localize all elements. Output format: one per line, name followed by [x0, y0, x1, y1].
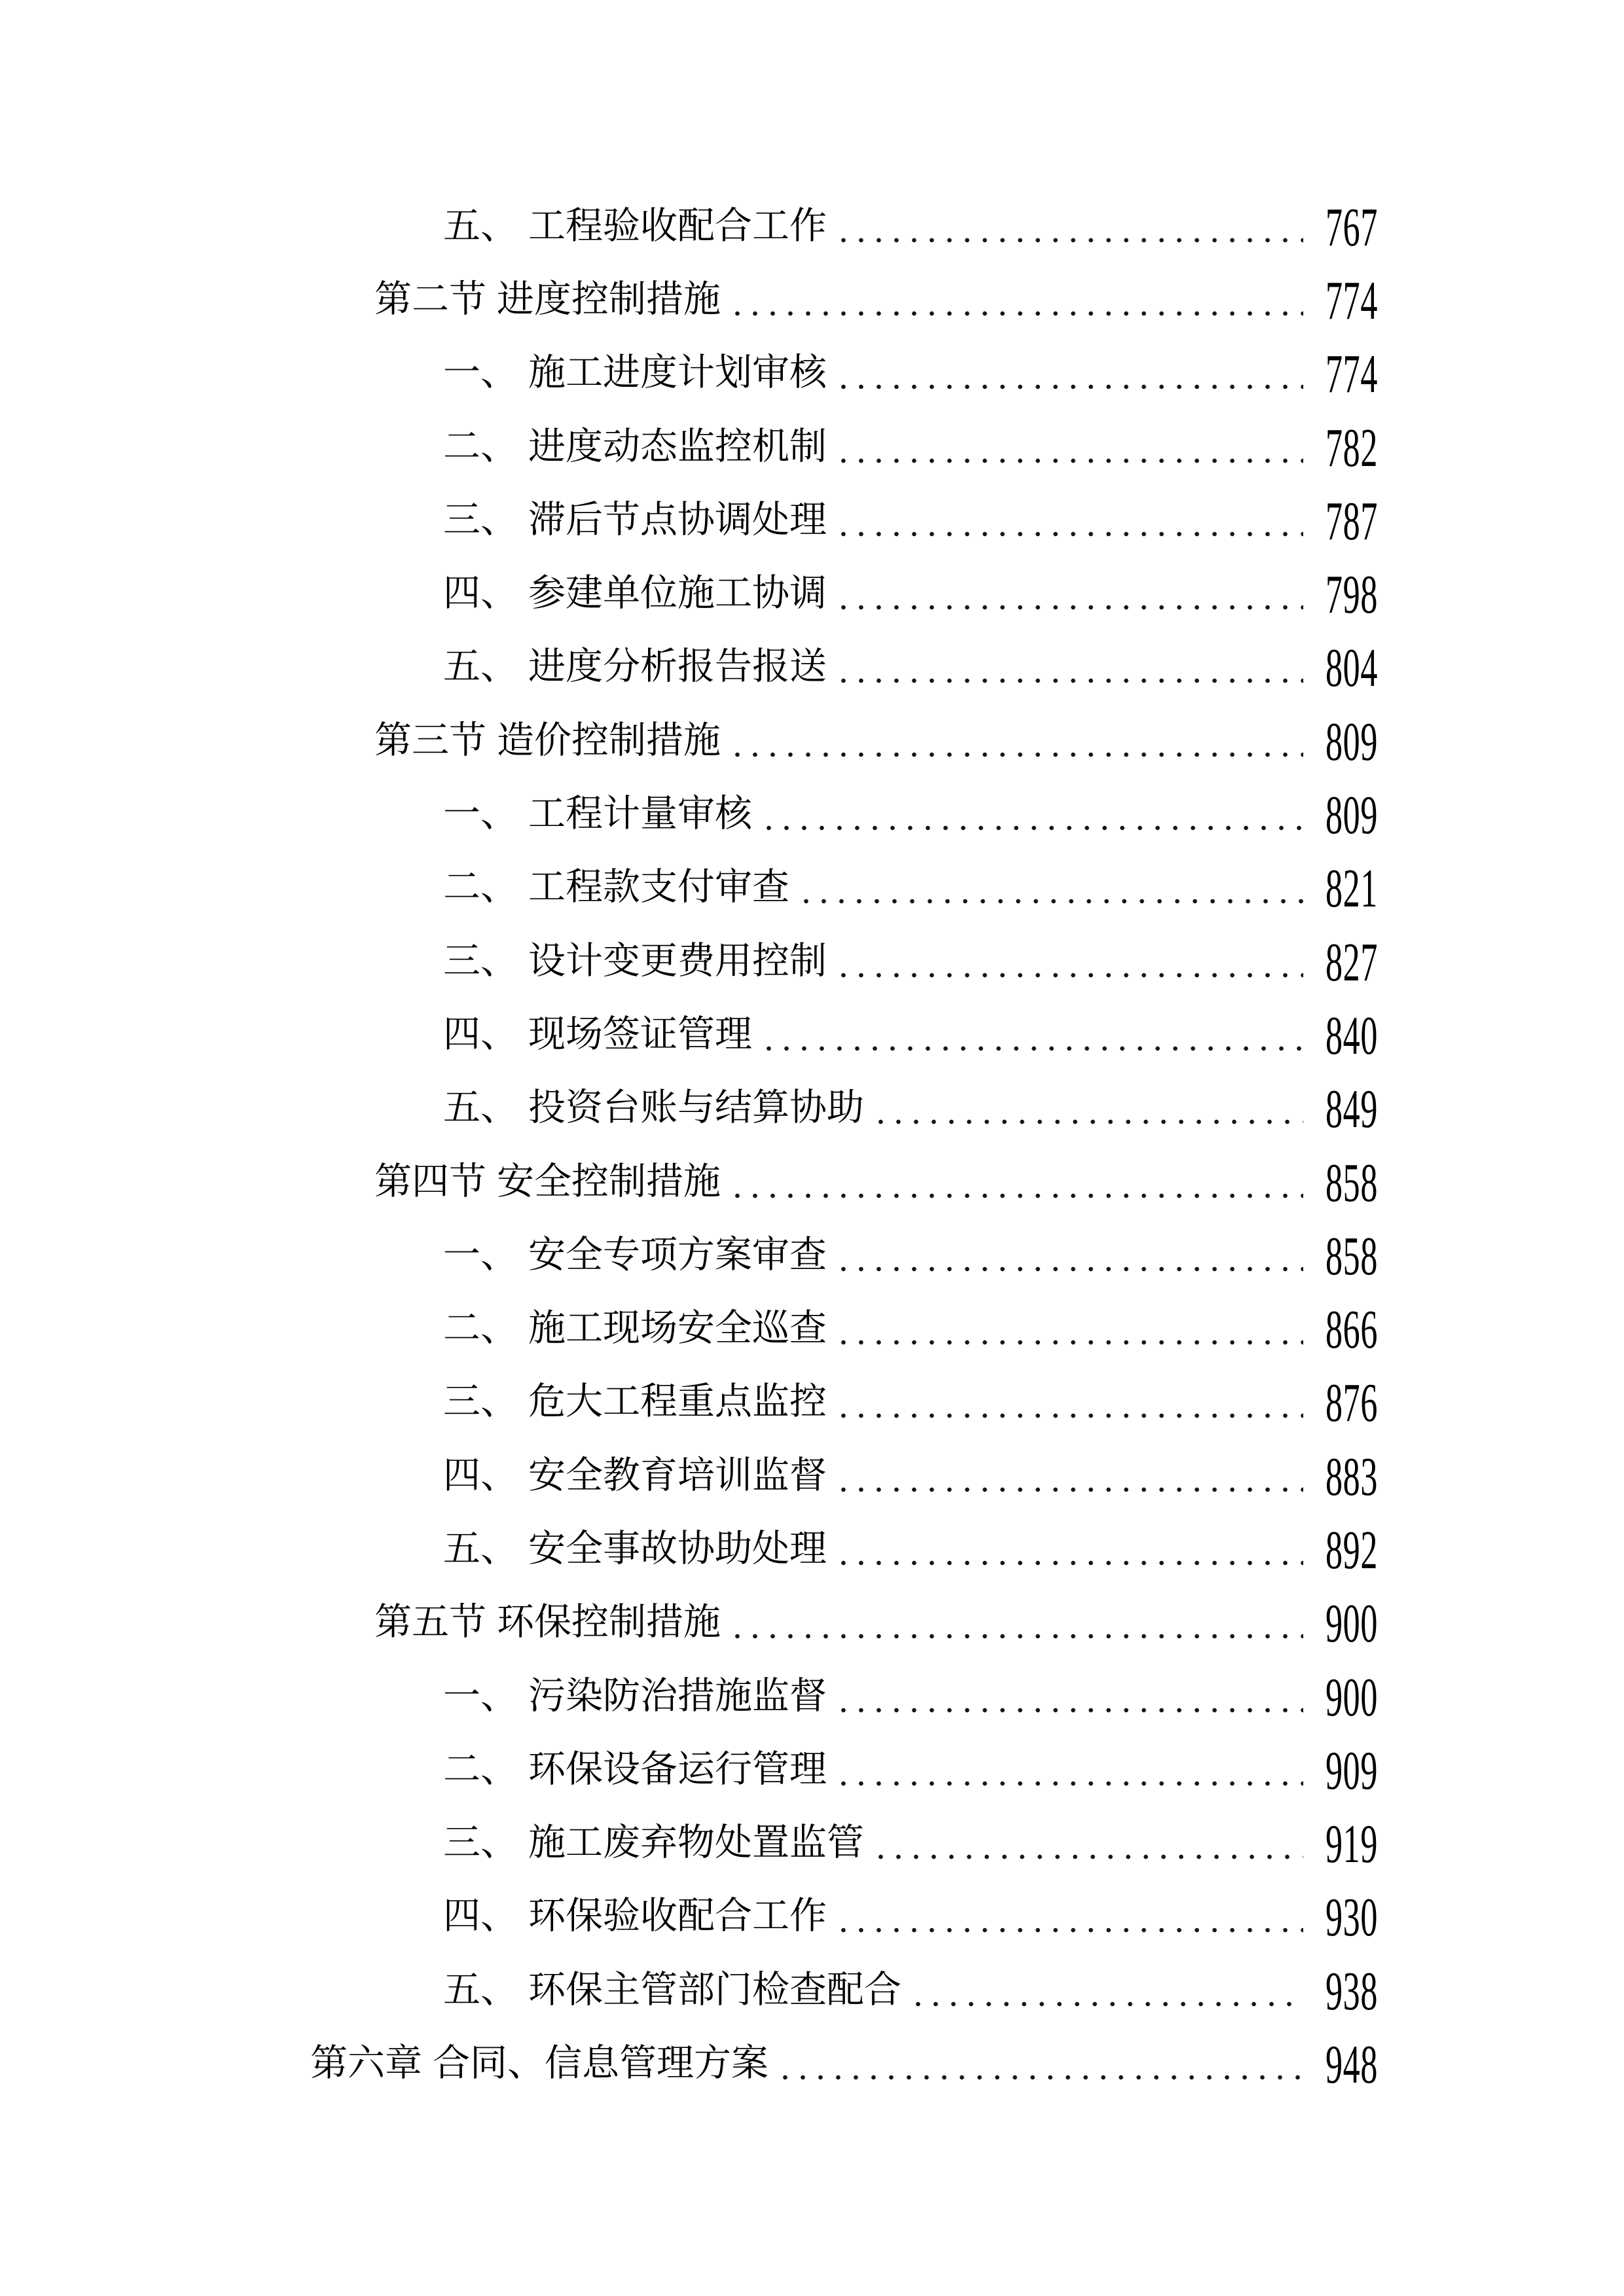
dot-leader: [835, 1897, 1303, 1935]
toc-entry-text: [443, 1897, 827, 1935]
toc-page-number-digits: 892: [1326, 1519, 1378, 1581]
toc-entry[interactable]: [0, 2026, 1624, 2100]
toc-entry[interactable]: [0, 262, 1624, 336]
dot-leader: [835, 575, 1303, 612]
toc-entry-text: [443, 1381, 827, 1423]
toc-entry-title: 工程计量审核: [528, 793, 752, 835]
toc-entry-title: 进度控制措施: [497, 278, 721, 320]
toc-page-number: [1323, 1814, 1378, 1875]
table-of-contents: [0, 189, 1624, 2100]
toc-entry-number-label: 五、: [443, 205, 518, 247]
toc-entry-text: [310, 2043, 768, 2085]
toc-entry[interactable]: [0, 1365, 1624, 1439]
toc-page-number: [1323, 1079, 1378, 1140]
toc-entry-title: 污染防治措施监督: [528, 1675, 827, 1717]
toc-page-number-digits: 876: [1326, 1372, 1378, 1434]
toc-entry-text: [443, 1677, 827, 1715]
toc-entry-title: 造价控制措施: [497, 719, 721, 761]
toc-entry-number-label: 三、: [443, 1381, 518, 1423]
toc-entry-title: 安全控制措施: [497, 1160, 721, 1202]
dot-leader: [760, 795, 1303, 833]
toc-page-number-digits: 883: [1326, 1446, 1378, 1507]
toc-entry-number-label: 四、: [443, 573, 518, 615]
toc-page-number-digits: 919: [1326, 1814, 1378, 1875]
toc-page-number-digits: 909: [1326, 1740, 1378, 1801]
toc-entry[interactable]: [0, 189, 1624, 262]
toc-entry-title: 施工进度计划审核: [528, 352, 827, 394]
toc-entry-number-label: 第二节: [374, 278, 486, 320]
toc-entry-title: 环保设备运行管理: [528, 1748, 827, 1790]
toc-page-number-digits: 804: [1326, 637, 1378, 699]
toc-entry-number-label: 第五节: [374, 1602, 486, 1643]
toc-entry-title: 设计变更费用控制: [528, 940, 827, 982]
toc-page-number-digits: 809: [1326, 785, 1378, 846]
toc-entry-number-label: 五、: [443, 1087, 518, 1129]
toc-entry[interactable]: [0, 924, 1624, 997]
toc-entry-text: [374, 719, 721, 761]
toc-page-number-digits: 849: [1326, 1079, 1378, 1140]
toc-entry-text: [443, 352, 827, 394]
dot-leader: [729, 1604, 1303, 1641]
toc-entry-number-label: 五、: [443, 1969, 518, 2011]
toc-page-number-digits: 809: [1326, 711, 1378, 772]
toc-entry-number-label: 第四节: [374, 1160, 486, 1202]
toc-entry-text: [443, 207, 827, 245]
toc-page-number: [1323, 344, 1378, 405]
toc-entry-number-label: 一、: [443, 352, 518, 394]
toc-entry[interactable]: [0, 1732, 1624, 1806]
toc-page-number: [1323, 417, 1378, 478]
toc-page-number: [1323, 1960, 1378, 2022]
toc-entry-number-label: 三、: [443, 1822, 518, 1864]
toc-entry-text: [374, 1160, 721, 1202]
toc-entry-number-label: 五、: [443, 646, 518, 688]
toc-page-number: [1323, 1519, 1378, 1581]
dot-leader: [835, 648, 1303, 685]
toc-entry-number-label: 第六章: [310, 2043, 422, 2085]
toc-entry-number-label: 一、: [443, 1234, 518, 1276]
toc-entry-number-label: 三、: [443, 499, 518, 541]
toc-entry-title: 环保控制措施: [497, 1602, 721, 1643]
toc-page-number: [1323, 1740, 1378, 1801]
toc-entry-title: 进度动态监控机制: [528, 425, 827, 467]
toc-page-number-digits: 798: [1326, 564, 1378, 626]
toc-entry-text: [443, 1748, 827, 1790]
toc-entry-number-label: 四、: [443, 1013, 518, 1055]
toc-entry-title: 投资台账与结算协助: [528, 1087, 864, 1129]
dot-leader: [835, 1530, 1303, 1568]
toc-entry[interactable]: [0, 1880, 1624, 1953]
dot-leader: [872, 1089, 1303, 1126]
dot-leader: [835, 1457, 1303, 1494]
toc-entry-text: [443, 573, 827, 615]
toc-entry-number-label: 二、: [443, 425, 518, 467]
dot-leader: [797, 869, 1303, 906]
toc-page-number: [1323, 1593, 1378, 1655]
toc-entry-text: [443, 942, 827, 980]
dot-leader: [835, 501, 1303, 539]
toc-page-number-digits: 866: [1326, 1299, 1378, 1361]
toc-page-number-digits: 821: [1326, 858, 1378, 920]
dot-leader: [835, 1383, 1303, 1420]
toc-entry-number-label: 一、: [443, 1675, 518, 1717]
toc-entry-title: 合同、信息管理方案: [433, 2043, 768, 2085]
dot-leader: [835, 1236, 1303, 1274]
toc-entry-number-label: 三、: [443, 940, 518, 982]
toc-page-number-digits: 900: [1326, 1666, 1378, 1728]
toc-entry[interactable]: [0, 1145, 1624, 1218]
toc-page-number: [1323, 1225, 1378, 1287]
dot-leader: [729, 722, 1303, 759]
toc-entry-title: 参建单位施工协调: [528, 573, 827, 615]
toc-page-number-digits: 938: [1326, 1960, 1378, 2022]
toc-page-number: [1323, 2034, 1378, 2096]
toc-page-number: [1323, 711, 1378, 772]
dot-leader: [729, 281, 1303, 318]
toc-page-number-digits: 787: [1326, 490, 1378, 552]
dot-leader: [835, 942, 1303, 980]
toc-entry-number-label: 五、: [443, 1528, 518, 1570]
toc-entry[interactable]: [0, 630, 1624, 704]
dot-leader: [835, 354, 1303, 391]
toc-page-number-digits: 858: [1326, 1152, 1378, 1213]
toc-page-number-digits: 930: [1326, 1887, 1378, 1948]
toc-page-number-digits: 827: [1326, 931, 1378, 993]
dot-leader: [729, 1163, 1303, 1200]
toc-page-number: [1323, 637, 1378, 699]
toc-entry[interactable]: [0, 410, 1624, 483]
toc-page-number: [1323, 931, 1378, 993]
toc-entry-number-label: 四、: [443, 1895, 518, 1937]
toc-page-number: [1323, 1372, 1378, 1434]
dot-leader: [760, 1016, 1303, 1053]
toc-entry-number-label: 二、: [443, 867, 518, 908]
toc-entry-number-label: 四、: [443, 1454, 518, 1496]
toc-entry-number-label: 二、: [443, 1308, 518, 1350]
toc-entry-text: [374, 278, 721, 320]
toc-page-number-digits: 782: [1326, 417, 1378, 478]
toc-entry-text: [443, 646, 827, 688]
toc-entry-text: [443, 1530, 827, 1568]
toc-page-number: [1323, 196, 1378, 258]
toc-entry[interactable]: [0, 997, 1624, 1071]
toc-entry[interactable]: [0, 336, 1624, 410]
toc-entry[interactable]: [0, 851, 1624, 924]
toc-entry-title: 施工现场安全巡查: [528, 1308, 827, 1350]
toc-entry-title: 安全事故协助处理: [528, 1528, 827, 1570]
toc-entry-title: 工程验收配合工作: [528, 205, 827, 247]
toc-page-number: [1323, 490, 1378, 552]
toc-page-number-digits: 774: [1326, 344, 1378, 405]
toc-page-number: [1323, 1152, 1378, 1213]
toc-entry-text: [443, 501, 827, 539]
dot-leader: [872, 1824, 1303, 1861]
toc-page-number-digits: 948: [1326, 2034, 1378, 2096]
toc-entry[interactable]: [0, 1291, 1624, 1365]
toc-page-number: [1323, 270, 1378, 331]
dot-leader: [835, 207, 1303, 245]
toc-entry[interactable]: [0, 1659, 1624, 1732]
toc-entry-number-label: 一、: [443, 793, 518, 835]
toc-entry[interactable]: [0, 1218, 1624, 1291]
toc-entry-title: 滞后节点协调处理: [528, 499, 827, 541]
toc-entry[interactable]: [0, 1512, 1624, 1585]
toc-entry-text: [443, 1013, 752, 1055]
toc-page-number: [1323, 1446, 1378, 1507]
toc-entry-title: 施工废弃物处置监管: [528, 1822, 864, 1864]
dot-leader: [835, 428, 1303, 465]
toc-entry-text: [443, 795, 752, 833]
toc-entry[interactable]: [0, 1439, 1624, 1512]
toc-page-number: [1323, 1005, 1378, 1066]
dot-leader: [776, 2045, 1303, 2082]
dot-leader: [835, 1310, 1303, 1347]
toc-page-number-digits: 767: [1326, 196, 1378, 258]
toc-entry[interactable]: [0, 1806, 1624, 1880]
toc-page-number-digits: 900: [1326, 1593, 1378, 1655]
toc-entry-title: 现场签证管理: [528, 1013, 752, 1055]
toc-entry-title: 环保主管部门检查配合: [528, 1969, 901, 2011]
toc-entry-title: 危大工程重点监控: [528, 1381, 827, 1423]
toc-entry-text: [443, 425, 827, 467]
toc-entry-number-label: 第三节: [374, 719, 486, 761]
toc-page-number-digits: 774: [1326, 270, 1378, 331]
toc-entry-text: [443, 1236, 827, 1274]
dot-leader: [835, 1751, 1303, 1788]
toc-entry-text: [443, 1087, 864, 1129]
toc-page-number: [1323, 785, 1378, 846]
toc-entry-text: [443, 1822, 864, 1864]
toc-entry-number-label: 二、: [443, 1748, 518, 1790]
toc-entry[interactable]: [0, 1586, 1624, 1659]
toc-entry-title: 工程款支付审查: [528, 867, 789, 908]
toc-entry-text: [443, 1454, 827, 1496]
toc-entry-text: [374, 1604, 721, 1641]
dot-leader: [835, 1677, 1303, 1715]
toc-entry[interactable]: [0, 777, 1624, 850]
toc-entry[interactable]: [0, 704, 1624, 777]
toc-entry[interactable]: [0, 1071, 1624, 1145]
toc-page-number: [1323, 1666, 1378, 1728]
toc-entry-text: [443, 1971, 901, 2009]
toc-entry-text: [443, 869, 789, 906]
toc-entry-title: 进度分析报告报送: [528, 646, 827, 688]
toc-entry[interactable]: [0, 1953, 1624, 2026]
toc-entry-title: 安全教育培训监督: [528, 1454, 827, 1496]
toc-entry-title: 安全专项方案审查: [528, 1234, 827, 1276]
toc-entry-title: 环保验收配合工作: [528, 1895, 827, 1937]
toc-entry-text: [443, 1308, 827, 1350]
toc-page-number-digits: 858: [1326, 1225, 1378, 1287]
toc-page-number: [1323, 1299, 1378, 1361]
toc-entry[interactable]: [0, 483, 1624, 556]
dot-leader: [909, 1971, 1303, 2009]
toc-page-number: [1323, 1887, 1378, 1948]
toc-entry[interactable]: [0, 556, 1624, 630]
toc-page-number-digits: 840: [1326, 1005, 1378, 1066]
toc-page-number: [1323, 858, 1378, 920]
toc-page-number: [1323, 564, 1378, 626]
